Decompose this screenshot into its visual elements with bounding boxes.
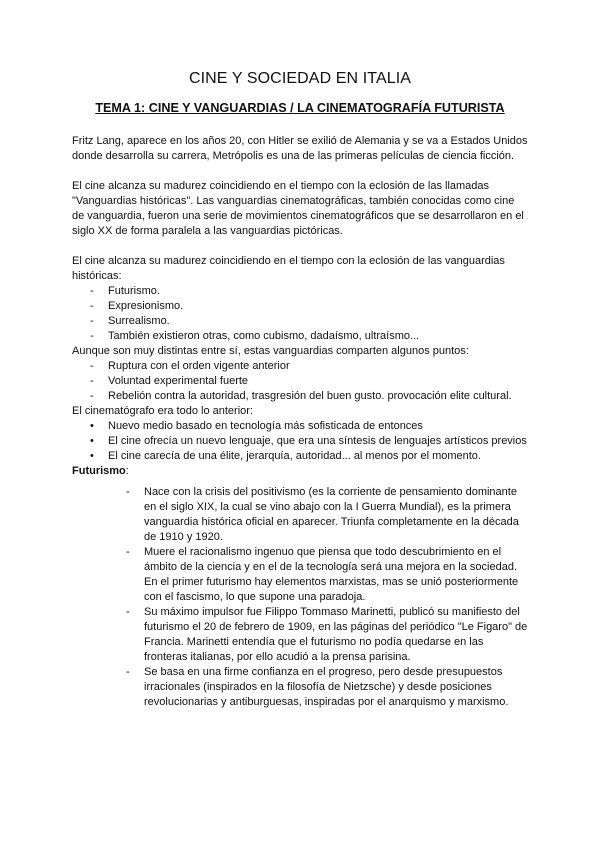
paragraph-fritz-lang: Fritz Lang, aparece en los años 20, con Hitler se exilió de Alemania y se va a Estados Unidos donde desarrolla su carrera, Metrópolis es una de las primeras películas de ciencia ficción. (72, 135, 528, 162)
paragraph-cinematografo: El cinematógrafo era todo lo anterior: (72, 405, 253, 417)
list-item: - Nace con la crisis del positivismo (es la corriente de pensamiento dominante en el siglo XIX, la cual se vino abajo con la I Guerra Mundial), es la primera vanguardia histórica oficial en aparecer. Triunfa completamente en la década de 1910 y 1920. (72, 485, 528, 545)
futurism-colon: : (125, 465, 129, 477)
document-page (72, 70, 528, 710)
list-item: • El cine carecía de una élite, jerarquía, autoridad... al menos por el momento. (72, 449, 528, 464)
document-title: CINE Y SOCIEDAD EN ITALIA (188, 70, 412, 87)
list-item: - Expresionismo. (72, 299, 528, 314)
paragraph-puntos: Aunque son muy distintas entre sí, estas vanguardias comparten algunos puntos: (72, 345, 469, 357)
list-item: - Futurismo. (72, 284, 528, 299)
list-item: - Ruptura con el orden vigente anterior (72, 359, 528, 374)
list-item: - Muere el racionalismo ingenuo que piensa que todo descubrimiento en el ámbito de la ciencia y en el de la tecnología será una mejora en la sociedad. En el primer futurismo hay elementos marxistas, mas se unió posteriormente con el fascismo, lo que supone una paradoja. (72, 545, 528, 605)
futurism-heading (72, 464, 528, 479)
cinema-points-list (72, 419, 528, 464)
vanguard-list (72, 284, 528, 344)
futurism-list (72, 485, 528, 710)
list-item: • Nuevo medio basado en tecnología más sofisticada de entonces (72, 419, 528, 434)
paragraph-vanguardias: El cine alcanza su madurez coincidiendo en el tiempo con la eclosión de las llamadas "Vanguardias históricas". Las vanguardias cinematográficas, también conocidas como cine de vanguardia, fueron una serie de movimientos cinematográficos que se desarrollaron en el siglo XX de forma paralela a las vanguardias pictóricas. (72, 180, 524, 237)
list-item: - Se basa en una firme confianza en el progreso, pero desde presupuestos irracionales (inspirados en la filosofía de Nietzsche) y desde posiciones revolucionarias y antiburguesas, inspiradas por el anarquismo y marxismo. (72, 665, 528, 710)
paragraph-madurez: El cine alcanza su madurez coincidiendo en el tiempo con la eclosión de las vanguardias históricas: (72, 255, 505, 282)
futurism-label: Futurismo (72, 465, 126, 477)
list-item: - Voluntad experimental fuerte (72, 374, 528, 389)
list-item: - Su máximo impulsor fue Filippo Tommaso Marinetti, publicó su manifiesto del futurismo el 20 de febrero de 1909, en las páginas del periódico "Le Figaro" de Francia. Marinetti entendía que el futurismo no podía quedarse en las fronteras italianas, por ello acudió a la prensa parisina. (72, 605, 528, 665)
list-item: - También existieron otras, como cubismo, dadaísmo, ultraísmo... (72, 329, 528, 344)
list-item: - Surrealismo. (72, 314, 528, 329)
document-subtitle: TEMA 1: CINE Y VANGUARDIAS / LA CINEMATOGRAFÍA FUTURISTA (95, 101, 505, 115)
common-points-list (72, 359, 528, 404)
list-item: - Rebelión contra la autoridad, trasgresión del buen gusto. provocación elite cultural. (72, 389, 528, 404)
list-item: • El cine ofrecía un nuevo lenguaje, que era una síntesis de lenguajes artísticos previos (72, 434, 528, 449)
